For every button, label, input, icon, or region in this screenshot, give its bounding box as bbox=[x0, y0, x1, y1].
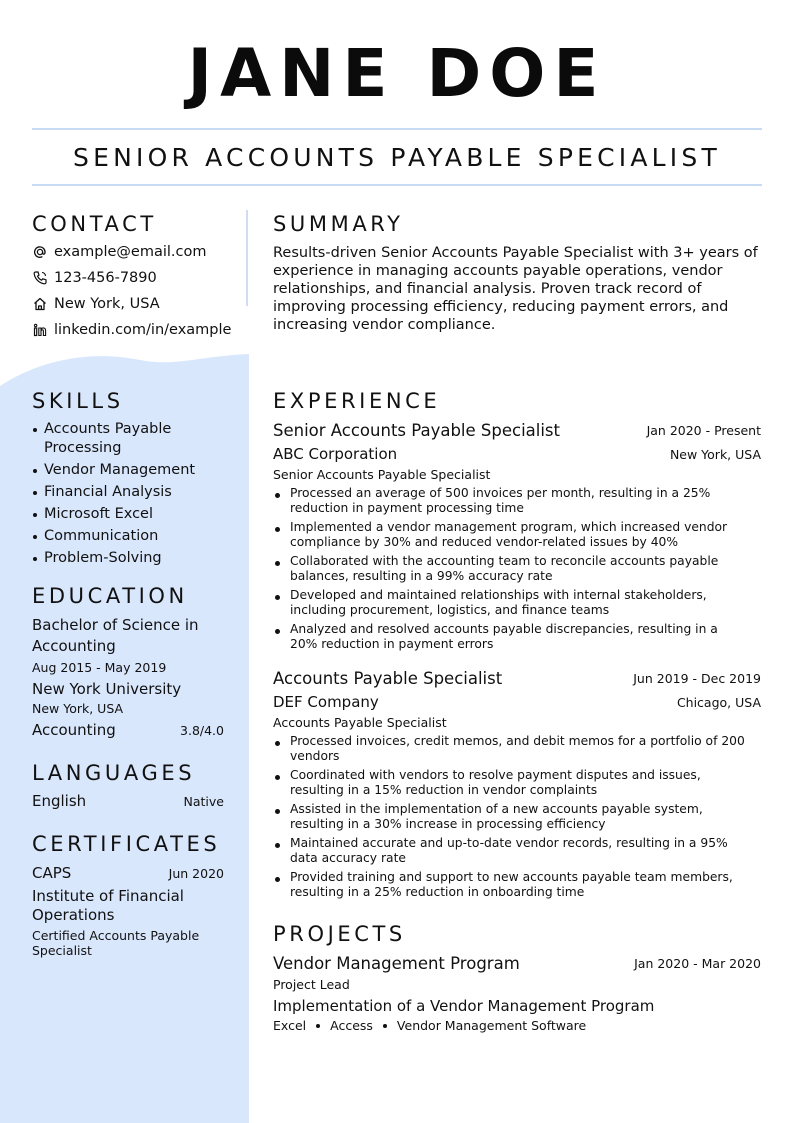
contact-linkedin[interactable] bbox=[32, 319, 231, 341]
location-text: New York, USA bbox=[54, 296, 160, 312]
projects-heading: PROJECTS bbox=[273, 922, 406, 946]
tool-tag: Vendor Management Software bbox=[396, 1018, 587, 1033]
contact-location bbox=[32, 293, 160, 315]
list-item: Analyzed and resolved accounts payable discrepancies, resulting in a 20% reduction in payment errors bbox=[273, 622, 748, 652]
email-text: example@email.com bbox=[54, 244, 207, 260]
header-divider-bottom bbox=[32, 184, 762, 186]
skills-list bbox=[32, 420, 232, 571]
at-icon bbox=[32, 244, 48, 260]
project-role: Project Lead bbox=[273, 977, 350, 992]
job-role: Accounts Payable Specialist bbox=[273, 669, 503, 688]
certificate-date: Jun 2020 bbox=[168, 866, 224, 881]
list-item: Collaborated with the accounting team to reconcile accounts payable balances, resulting in a 99% accuracy rate bbox=[273, 554, 748, 584]
skills-heading: SKILLS bbox=[32, 389, 124, 413]
contact-email[interactable] bbox=[32, 241, 206, 263]
list-item: Assisted in the implementation of a new accounts payable system, resulting in a 30% increase in processing efficiency bbox=[273, 802, 748, 832]
certificate-issuer: Institute of Financial Operations bbox=[32, 887, 184, 924]
list-item: Accounts Payable Processing bbox=[32, 420, 232, 458]
header-divider-top bbox=[32, 128, 762, 130]
job-subtitle: Accounts Payable Specialist bbox=[273, 715, 447, 730]
contact-phone[interactable] bbox=[32, 267, 157, 289]
project-description: Implementation of a Vendor Management Program bbox=[273, 997, 655, 1015]
job-dates: Jun 2019 - Dec 2019 bbox=[633, 671, 761, 686]
language-level: Native bbox=[183, 794, 224, 809]
contact-heading: CONTACT bbox=[32, 212, 157, 236]
list-item: Implemented a vendor management program, which increased vendor compliance by 30% and reduced vendor-related issues by 40% bbox=[273, 520, 748, 550]
list-item: Provided training and support to new accounts payable team members, resulting in a 25% reduction in onboarding time bbox=[273, 870, 748, 900]
list-item: Problem-Solving bbox=[32, 549, 232, 568]
certificate-description: Certified Accounts Payable Specialist bbox=[32, 928, 200, 958]
phone-text: 123-456-7890 bbox=[54, 270, 157, 286]
list-item: Processed invoices, credit memos, and debit memos for a portfolio of 200 vendors bbox=[273, 734, 748, 764]
education-degree: Bachelor of Science in Accounting bbox=[32, 616, 199, 655]
job-company: DEF Company bbox=[273, 693, 379, 711]
job-location: Chicago, USA bbox=[676, 695, 761, 710]
education-heading: EDUCATION bbox=[32, 584, 188, 608]
language-name: English bbox=[32, 792, 87, 810]
list-item: Developed and maintained relationships with internal stakeholders, including procurement, logistics, and finance teams bbox=[273, 588, 748, 618]
job-bullets bbox=[273, 486, 748, 656]
job-company: ABC Corporation bbox=[273, 445, 398, 463]
education-school: New York University bbox=[32, 680, 182, 698]
linkedin-icon bbox=[32, 322, 48, 338]
project-tools bbox=[273, 1018, 586, 1034]
home-icon bbox=[32, 296, 48, 312]
phone-icon bbox=[32, 270, 48, 286]
summary-heading: SUMMARY bbox=[273, 212, 404, 236]
separator-dot bbox=[316, 1024, 320, 1028]
list-item: Coordinated with vendors to resolve payment disputes and issues, resulting in a 15% reduction in vendor complaints bbox=[273, 768, 748, 798]
list-item: Financial Analysis bbox=[32, 483, 232, 502]
project-name: Vendor Management Program bbox=[273, 954, 520, 973]
candidate-name: JANE DOE bbox=[187, 35, 607, 112]
job-subtitle: Senior Accounts Payable Specialist bbox=[273, 467, 491, 482]
education-location: New York, USA bbox=[32, 701, 124, 716]
separator-dot bbox=[383, 1024, 387, 1028]
education-gpa: 3.8/4.0 bbox=[180, 723, 224, 738]
job-dates: Jan 2020 - Present bbox=[646, 423, 761, 438]
job-title: SENIOR ACCOUNTS PAYABLE SPECIALIST bbox=[73, 143, 721, 172]
experience-heading: EXPERIENCE bbox=[273, 389, 441, 413]
list-item: Vendor Management bbox=[32, 461, 232, 480]
education-field: Accounting bbox=[32, 721, 116, 739]
list-item: Microsoft Excel bbox=[32, 505, 232, 524]
list-item: Maintained accurate and up-to-date vendor records, resulting in a 95% data accuracy rate bbox=[273, 836, 748, 866]
list-item: Communication bbox=[32, 527, 232, 546]
certificates-heading: CERTIFICATES bbox=[32, 832, 221, 856]
languages-heading: LANGUAGES bbox=[32, 761, 196, 785]
column-divider bbox=[246, 210, 248, 306]
certificate-name: CAPS bbox=[32, 864, 72, 882]
tool-tag: Access bbox=[330, 1018, 373, 1033]
job-bullets bbox=[273, 734, 748, 904]
tool-tag: Excel bbox=[273, 1018, 307, 1033]
job-location: New York, USA bbox=[669, 447, 761, 462]
linkedin-text: linkedin.com/in/example bbox=[54, 322, 232, 338]
list-item: Processed an average of 500 invoices per month, resulting in a 25% reduction in payment processing time bbox=[273, 486, 748, 516]
education-dates: Aug 2015 - May 2019 bbox=[32, 660, 167, 675]
project-dates: Jan 2020 - Mar 2020 bbox=[634, 956, 761, 971]
summary-text: Results-driven Senior Accounts Payable Specialist with 3+ years of experience in managing accounts payable operations, vendor relationships, and financial analysis. Proven track record of improving processing efficiency, reducing payment errors, and increasing vendor compliance. bbox=[273, 245, 758, 333]
job-role: Senior Accounts Payable Specialist bbox=[273, 421, 561, 440]
